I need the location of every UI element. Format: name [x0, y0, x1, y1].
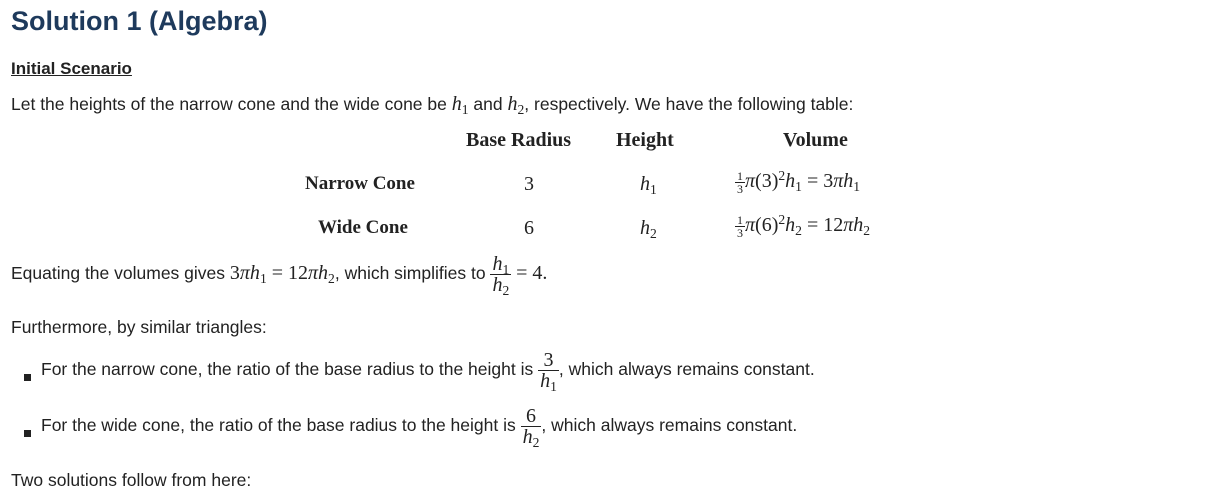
h1-symbol: $h_1$ — [451, 93, 469, 118]
wide-cone-height: $h_2$ — [640, 217, 657, 242]
section-subheading: Initial Scenario — [11, 59, 132, 78]
h2-symbol: $h_2$ — [507, 93, 525, 118]
bullet-marker — [24, 430, 31, 437]
bullet-wide-cone: For the wide cone, the ratio of the base radius to the height is $\frac{6}{h_2}$ , which always remains constant. — [41, 405, 798, 451]
intro-text-and: and — [473, 94, 503, 114]
wide-ratio-fraction: $\frac{6}{h_2}$ — [522, 405, 540, 451]
header-base-radius: Base Radius — [466, 129, 572, 151]
volume-equation: $3\pi h_1 = 12\pi h_2$ — [229, 262, 335, 287]
ratio-result: = 4. — [516, 262, 548, 285]
row-label-wide-cone: Wide Cone — [318, 217, 408, 238]
equating-paragraph — [11, 253, 548, 299]
wide-cone-volume: $\frac{1}{3}$ $\pi(6)^2h_2 = 12\pi h_2$ — [737, 212, 871, 240]
intro-text-after: , respectively. We have the following table: — [524, 94, 854, 114]
equating-text-before: Equating the volumes gives — [11, 263, 226, 284]
narrow-cone-height: $h_1$ — [640, 173, 657, 198]
narrow-cone-radius: 3 — [524, 173, 534, 195]
closing-text: Two solutions follow from here: — [11, 470, 252, 490]
height-ratio-fraction: $\frac{h_1}{h_2}$ — [492, 253, 510, 299]
wide-cone-radius: 6 — [524, 217, 534, 239]
equating-text-mid: , which simplifies to — [334, 263, 486, 284]
bullet-marker — [24, 374, 31, 381]
header-height: Height — [616, 129, 674, 151]
bullet-narrow-cone: For the narrow cone, the ratio of the base radius to the height is $\frac{3}{h_1}$ , which always remains constant. — [41, 349, 815, 395]
narrow-cone-volume: $\frac{1}{3}$ $\pi(3)^2h_1 = 3\pi h_1$ — [737, 168, 861, 196]
row-label-narrow-cone: Narrow Cone — [305, 173, 415, 194]
intro-text-before: Let the heights of the narrow cone and the wide cone be — [11, 94, 447, 114]
solution-title: Solution 1 (Algebra) — [11, 6, 268, 36]
narrow-ratio-fraction: $\frac{3}{h_1}$ — [540, 349, 557, 395]
intro-paragraph — [11, 93, 853, 116]
similar-triangles-text: Furthermore, by similar triangles: — [11, 317, 267, 337]
header-volume: Volume — [783, 129, 848, 151]
